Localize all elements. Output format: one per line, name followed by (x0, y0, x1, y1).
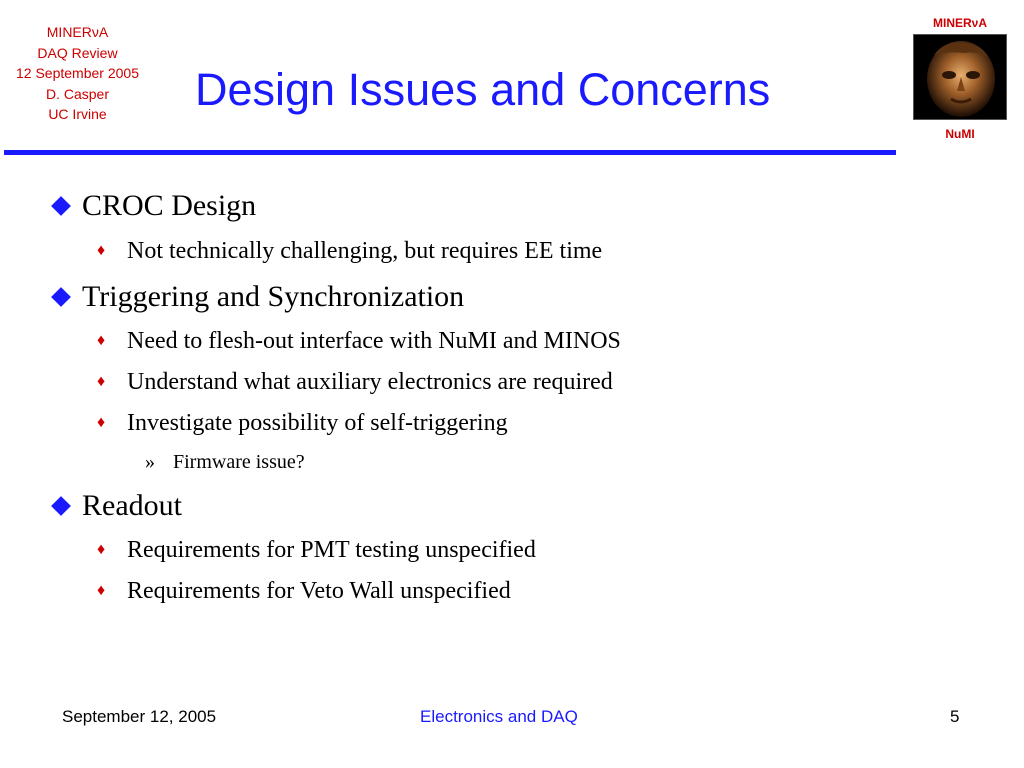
bullet-text: CROC Design (82, 189, 257, 222)
bullet-level2 (97, 576, 511, 606)
double-chevron-bullet-icon: » (145, 451, 155, 473)
bullet-text: Requirements for Veto Wall unspecified (127, 578, 511, 604)
bullet-text: Investigate possibility of self-triggering (127, 410, 508, 436)
diamond-bullet-icon (51, 196, 71, 216)
logo-top-text: MINERνA (932, 16, 987, 30)
header-line: MINERνA (46, 24, 109, 40)
bullet-text: Understand what auxiliary electronics are required (127, 369, 613, 395)
bullet-level2 (97, 535, 536, 565)
bullet-level1 (50, 188, 256, 224)
diamond-bullet-icon: ♦ (97, 242, 106, 259)
bullet-text: Firmware issue? (173, 451, 305, 473)
bullet-text: Not technically challenging, but requires EE time (127, 238, 603, 264)
page-number: 5 (950, 707, 960, 726)
bullet-text: Need to flesh-out interface with NuMI and MINOS (127, 328, 621, 354)
bullet-level2 (97, 236, 602, 266)
bullet-text: Readout (82, 489, 182, 522)
diamond-bullet-icon (51, 496, 71, 516)
bullet-level2 (97, 408, 508, 438)
diamond-bullet-icon: ♦ (97, 582, 106, 599)
bullet-text: Requirements for PMT testing unspecified (127, 537, 536, 563)
diamond-bullet-icon: ♦ (97, 373, 106, 390)
diamond-bullet-icon: ♦ (97, 414, 106, 431)
bullet-level2 (97, 326, 621, 356)
header-line: 12 September 2005 (16, 65, 139, 81)
diamond-bullet-icon (51, 287, 71, 307)
header-line: UC Irvine (48, 106, 107, 122)
slide-title: Design Issues and Concerns (195, 64, 771, 115)
bullet-text: Triggering and Synchronization (82, 280, 465, 313)
logo-bottom-text: NuMI (945, 127, 975, 141)
footer-date: September 12, 2005 (62, 707, 217, 726)
footer-title: Electronics and DAQ (420, 707, 578, 726)
bullet-level2 (97, 367, 613, 397)
diamond-bullet-icon: ♦ (97, 541, 106, 558)
bullet-level1 (50, 488, 182, 524)
bullet-level3 (145, 449, 305, 475)
header-line: D. Casper (45, 85, 110, 102)
diamond-bullet-icon: ♦ (97, 332, 106, 349)
bullet-level1 (50, 279, 464, 315)
header-line: DAQ Review (37, 44, 118, 61)
